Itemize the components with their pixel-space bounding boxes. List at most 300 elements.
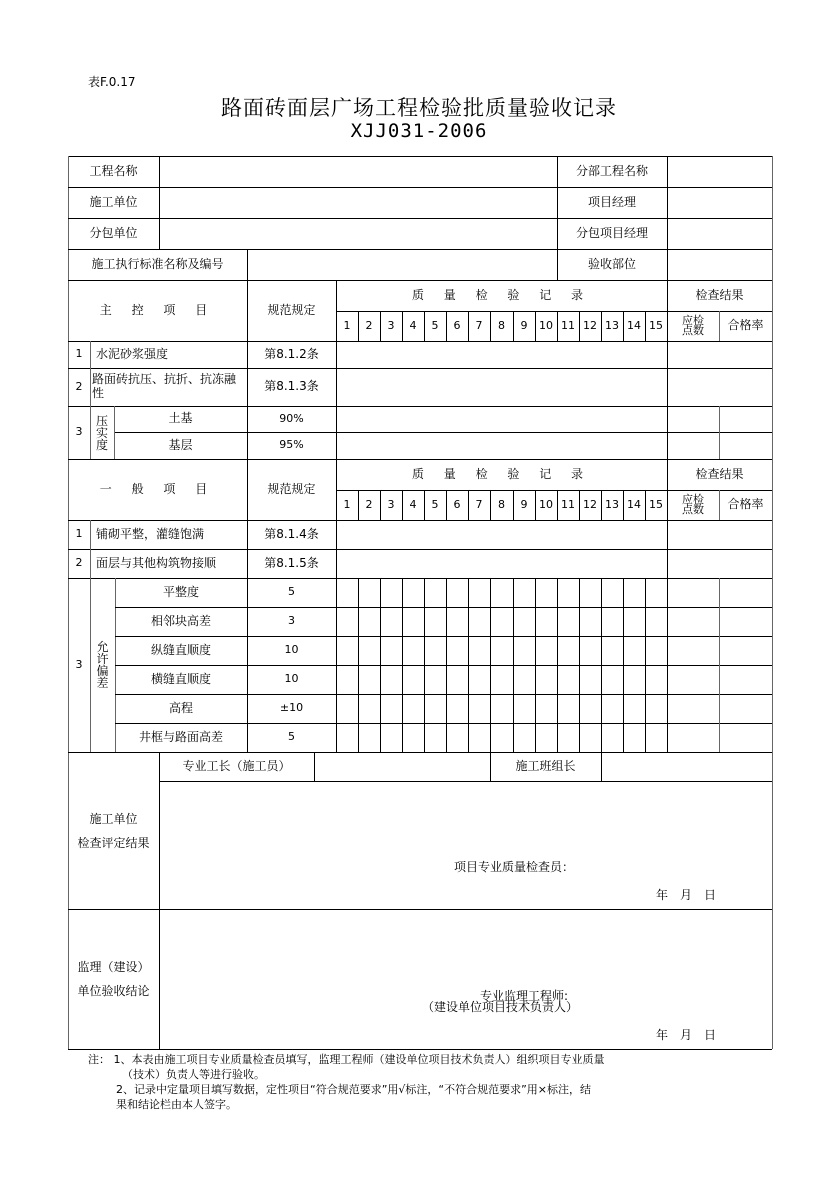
grid-line	[468, 311, 469, 341]
result-field[interactable]	[667, 520, 772, 549]
supervisor-check-label	[68, 909, 159, 1049]
contractor-field[interactable]	[159, 187, 557, 218]
sub-item-name: 基层	[168, 437, 193, 452]
record-column-number: 1	[343, 497, 351, 511]
should-check-header: 应检点数	[682, 493, 704, 516]
grid-line	[68, 909, 772, 910]
note-line-1: 注： 1、本表由施工项目专业质量检查员填写，监理工程师（建设单位项目技术负责人）组织项目专业质量	[88, 1053, 605, 1066]
measurement-cell[interactable]	[424, 636, 446, 665]
record-column-number: 2	[365, 497, 373, 511]
grid-line	[623, 490, 624, 520]
sub-item-spec: 95%	[279, 438, 304, 452]
measurement-cell[interactable]	[557, 636, 579, 665]
record-column-number: 15	[649, 318, 663, 332]
measurement-cell[interactable]	[468, 665, 490, 694]
measurement-cell[interactable]	[645, 665, 667, 694]
measurement-cell[interactable]	[380, 665, 402, 694]
measurement-cell[interactable]	[579, 607, 601, 636]
measurement-cell[interactable]	[513, 607, 535, 636]
foreman-field[interactable]	[314, 752, 490, 781]
sub-item-spec: 5	[288, 730, 295, 744]
measurement-cell[interactable]	[557, 694, 579, 723]
record-column-number: 11	[561, 318, 575, 332]
subcontractor-field[interactable]	[159, 218, 557, 249]
measurement-cell[interactable]	[468, 723, 490, 752]
spec-header: 规范规定	[267, 302, 316, 317]
item-number: 3	[75, 425, 83, 439]
grid-line	[402, 490, 403, 520]
team-leader-field[interactable]	[601, 752, 772, 781]
general-header: 一 般 项 目	[99, 481, 216, 496]
record-column-number: 11	[561, 497, 575, 511]
measurement-cell[interactable]	[468, 607, 490, 636]
contractor-check-label-line1: 施工单位	[89, 811, 138, 826]
measurement-cell[interactable]	[358, 636, 380, 665]
grid-line	[402, 311, 403, 341]
measurement-cell[interactable]	[623, 665, 645, 694]
main-control-header: 主 控 项 目	[99, 302, 216, 317]
measurement-cell[interactable]	[490, 578, 513, 607]
grid-line	[247, 459, 248, 752]
measurement-cell[interactable]	[513, 665, 535, 694]
grid-line	[424, 311, 425, 341]
item-name: 面层与其他构筑物接顺	[96, 555, 217, 570]
acceptance-part-field[interactable]	[667, 249, 772, 280]
contractor-date: 年 月 日	[656, 888, 717, 902]
measurement-cell[interactable]	[336, 636, 358, 665]
grid-line	[645, 578, 646, 752]
grid-line	[513, 311, 514, 341]
grid-line	[358, 490, 359, 520]
foreman-label: 专业工长（施工员）	[182, 758, 291, 773]
notes	[88, 1052, 688, 1112]
grid-line	[446, 311, 447, 341]
measurement-cell[interactable]	[358, 607, 380, 636]
should-check-header: 应检点数	[682, 314, 704, 337]
measurement-cell[interactable]	[490, 723, 513, 752]
sub-project-manager-label: 分包项目经理	[575, 225, 648, 240]
measurement-cell[interactable]	[336, 607, 358, 636]
grid-line	[719, 406, 720, 459]
measurement-cell[interactable]	[446, 723, 468, 752]
measurement-cell[interactable]	[601, 607, 623, 636]
grid-line	[68, 406, 772, 407]
measurement-cell[interactable]	[579, 665, 601, 694]
grid-line	[114, 432, 336, 433]
measurement-cell[interactable]	[557, 723, 579, 752]
measurement-cell[interactable]	[446, 636, 468, 665]
sub-item-spec: 10	[284, 672, 299, 686]
record-column-number: 7	[475, 318, 483, 332]
grid-line	[601, 311, 602, 341]
measurement-cell[interactable]	[424, 607, 446, 636]
grid-line	[424, 490, 425, 520]
item-number: 2	[75, 556, 83, 570]
measurement-cell[interactable]	[601, 694, 623, 723]
measurement-cell[interactable]	[380, 694, 402, 723]
record-column-number: 4	[409, 318, 417, 332]
item-spec: 第8.1.2条	[264, 346, 319, 361]
measurement-cell[interactable]	[535, 723, 557, 752]
grid-line	[446, 578, 447, 752]
record-column-number: 3	[387, 497, 395, 511]
measurement-cell[interactable]	[490, 665, 513, 694]
measurement-cell[interactable]	[402, 694, 424, 723]
measurement-cell[interactable]	[579, 636, 601, 665]
record-column-number: 13	[605, 497, 619, 511]
measurement-cell[interactable]	[623, 694, 645, 723]
item-number: 1	[75, 527, 83, 541]
measurement-cell[interactable]	[336, 723, 358, 752]
measurement-cell[interactable]	[623, 723, 645, 752]
grid-line	[336, 432, 772, 433]
grid-line	[159, 752, 160, 1049]
note-line-3: 2、记录中定量项目填写数据，定性项目“符合规范要求”用√标注，“不符合规范要求”用×标注，结	[116, 1083, 592, 1096]
inspector-label: 项目专业质量检查员：	[454, 860, 575, 874]
record-column-number: 14	[627, 497, 641, 511]
grid-line	[557, 490, 558, 520]
grid-line	[490, 578, 491, 752]
grid-line	[490, 311, 491, 341]
result-header: 检查结果	[695, 287, 744, 302]
result-field[interactable]	[667, 341, 772, 368]
should-check-field[interactable]	[667, 665, 719, 694]
grid-line	[667, 459, 668, 752]
measurement-cell[interactable]	[424, 723, 446, 752]
grid-line	[513, 578, 514, 752]
grid-line	[557, 578, 558, 752]
grid-line	[68, 156, 69, 1049]
measurement-cell[interactable]	[645, 607, 667, 636]
grid-line	[535, 311, 536, 341]
grid-line	[535, 578, 536, 752]
measurement-cell[interactable]	[601, 578, 623, 607]
record-column-number: 8	[498, 318, 505, 332]
grid-line	[159, 156, 160, 249]
measurement-cell[interactable]	[601, 636, 623, 665]
pass-rate-field[interactable]	[719, 636, 772, 665]
record-column-number: 8	[498, 497, 505, 511]
should-check-field[interactable]	[667, 578, 719, 607]
record-column-number: 12	[583, 318, 597, 332]
measurement-cell[interactable]	[513, 694, 535, 723]
project-name-label: 工程名称	[89, 163, 138, 178]
measurement-cell[interactable]	[557, 665, 579, 694]
pass-rate-field[interactable]	[719, 723, 772, 752]
pass-rate-header: 合格率	[727, 497, 764, 512]
grid-line	[424, 578, 425, 752]
grid-line	[336, 459, 337, 752]
grid-line	[667, 156, 668, 280]
sub-project-label: 分部工程名称	[575, 163, 648, 178]
grid-line	[68, 1049, 772, 1050]
grid-line	[623, 311, 624, 341]
record-column-number: 10	[539, 497, 553, 511]
grid-line	[380, 490, 381, 520]
grid-line	[402, 578, 403, 752]
record-column-number: 6	[453, 497, 461, 511]
client-tech-lead-label: （建设单位项目技术负责人）	[422, 1000, 579, 1014]
grid-line	[90, 341, 91, 459]
measurement-cell[interactable]	[358, 723, 380, 752]
spec-header: 规范规定	[267, 481, 316, 496]
item-name: 铺砌平整，灌缝饱满	[96, 526, 205, 541]
grid-line	[601, 752, 602, 781]
grid-line	[579, 311, 580, 341]
grid-line	[557, 311, 558, 341]
grid-line	[68, 368, 772, 369]
grid-line	[115, 694, 772, 695]
grid-line	[579, 578, 580, 752]
grid-line	[490, 490, 491, 520]
sub-item-name: 井框与路面高差	[138, 729, 223, 744]
grid-line	[468, 578, 469, 752]
grid-line	[719, 578, 720, 752]
sub-item-name: 横缝直顺度	[150, 671, 211, 686]
grid-line	[68, 549, 772, 550]
measurement-cell[interactable]	[557, 607, 579, 636]
measurement-cell[interactable]	[557, 578, 579, 607]
supervisor-check-label-line2: 单位验收结论	[77, 984, 150, 998]
measurement-cell[interactable]	[490, 607, 513, 636]
measurement-cell[interactable]	[535, 607, 557, 636]
supervisor-date: 年 月 日	[656, 1028, 717, 1042]
pass-rate-field[interactable]	[719, 607, 772, 636]
grid-line	[68, 578, 772, 579]
record-header: 质 量 检 验 记 录	[411, 287, 592, 302]
measurement-cell[interactable]	[424, 578, 446, 607]
measurement-cell[interactable]	[645, 636, 667, 665]
sub-item-spec: ±10	[279, 701, 304, 715]
measurement-cell[interactable]	[579, 723, 601, 752]
contractor-check-label-line2: 检查评定结果	[77, 835, 150, 850]
record-field[interactable]	[336, 549, 667, 578]
should-check-field[interactable]	[667, 636, 719, 665]
project-manager-field[interactable]	[667, 187, 772, 218]
grid-line	[380, 578, 381, 752]
record-column-number: 9	[520, 318, 528, 332]
measurement-cell[interactable]	[579, 578, 601, 607]
group-label: 允许偏差	[96, 640, 109, 690]
measurement-cell[interactable]	[424, 694, 446, 723]
measurement-cell[interactable]	[358, 694, 380, 723]
pass-rate-field[interactable]	[719, 665, 772, 694]
record-column-number: 7	[475, 497, 483, 511]
grid-line	[490, 752, 491, 781]
measurement-cell[interactable]	[402, 636, 424, 665]
sub-item-name: 纵缝直顺度	[150, 642, 211, 657]
result-field[interactable]	[667, 368, 772, 406]
grid-line	[623, 578, 624, 752]
result-header: 检查结果	[695, 466, 744, 481]
record-field[interactable]	[336, 520, 667, 549]
measurement-cell[interactable]	[402, 665, 424, 694]
grid-line	[247, 249, 248, 280]
pass-rate-field[interactable]	[719, 578, 772, 607]
record-header: 质 量 检 验 记 录	[411, 466, 592, 481]
measurement-cell[interactable]	[336, 665, 358, 694]
sub-item-spec: 5	[288, 585, 295, 599]
measurement-cell[interactable]	[623, 578, 645, 607]
sub-item-name: 平整度	[162, 584, 199, 599]
measurement-cell[interactable]	[513, 636, 535, 665]
note-line-2: （技术）负责人等进行验收。	[122, 1068, 265, 1081]
record-column-number: 9	[520, 497, 528, 511]
measurement-cell[interactable]	[336, 578, 358, 607]
item-number: 2	[75, 379, 83, 393]
item-number: 3	[75, 657, 83, 671]
measurement-cell[interactable]	[468, 636, 490, 665]
measurement-cell[interactable]	[490, 636, 513, 665]
grid-line	[719, 311, 720, 341]
grid-line	[513, 490, 514, 520]
measurement-cell[interactable]	[645, 694, 667, 723]
grid-line	[115, 665, 772, 666]
measurement-cell[interactable]	[380, 636, 402, 665]
measurement-cell[interactable]	[601, 665, 623, 694]
grid-line	[380, 311, 381, 341]
record-column-number: 2	[365, 318, 373, 332]
sub-item-name: 相邻块高差	[150, 613, 211, 628]
record-column-number: 12	[583, 497, 597, 511]
standard-field[interactable]	[247, 249, 557, 280]
measurement-cell[interactable]	[402, 607, 424, 636]
sub-item-spec: 90%	[279, 411, 304, 425]
sub-project-field[interactable]	[667, 156, 772, 187]
standard-label: 施工执行标准名称及编号	[91, 256, 224, 271]
measurement-cell[interactable]	[468, 578, 490, 607]
grid-line	[601, 490, 602, 520]
contractor-check-label	[68, 752, 159, 909]
record-field[interactable]	[336, 368, 667, 406]
record-column-number: 5	[431, 497, 439, 511]
pass-rate-header: 合格率	[727, 318, 764, 333]
sub-project-manager-field[interactable]	[667, 218, 772, 249]
grid-line	[115, 636, 772, 637]
measurement-cell[interactable]	[601, 723, 623, 752]
measurement-cell[interactable]	[535, 694, 557, 723]
grid-line	[535, 490, 536, 520]
measurement-cell[interactable]	[645, 723, 667, 752]
record-column-number: 14	[627, 318, 641, 332]
contractor-label: 施工单位	[89, 194, 138, 209]
grid-line	[159, 781, 772, 782]
sub-item-name: 高程	[168, 700, 193, 715]
measurement-cell[interactable]	[446, 694, 468, 723]
item-spec: 第8.1.5条	[264, 555, 319, 570]
record-column-number: 3	[387, 318, 395, 332]
measurement-cell[interactable]	[468, 694, 490, 723]
supervisor-engineer-label: 专业监理工程师:	[480, 989, 569, 1003]
measurement-cell[interactable]	[579, 694, 601, 723]
sub-item-spec: 10	[284, 643, 299, 657]
measurement-cell[interactable]	[535, 636, 557, 665]
grid-line	[645, 311, 646, 341]
note-line-4: 果和结论栏由本人签字。	[116, 1098, 237, 1111]
measurement-cell[interactable]	[645, 578, 667, 607]
pass-rate-field[interactable]	[719, 694, 772, 723]
item-spec: 第8.1.3条	[264, 379, 319, 394]
acceptance-part-label: 验收部位	[587, 256, 636, 271]
form-code: 表F.0.17	[88, 75, 136, 89]
grid-line	[115, 607, 772, 608]
group-label: 压实度	[95, 413, 108, 452]
measurement-cell[interactable]	[623, 607, 645, 636]
measurement-cell[interactable]	[380, 723, 402, 752]
grid-line	[601, 578, 602, 752]
record-column-number: 1	[343, 318, 351, 332]
should-check-field[interactable]	[667, 607, 719, 636]
should-check-field[interactable]	[667, 723, 719, 752]
record-field[interactable]	[336, 341, 667, 368]
record-column-number: 10	[539, 318, 553, 332]
grid-line	[358, 578, 359, 752]
grid-line	[114, 406, 115, 459]
measurement-cell[interactable]	[358, 578, 380, 607]
sub-item-name: 土基	[168, 411, 193, 426]
measurement-cell[interactable]	[424, 665, 446, 694]
item-name: 水泥砂浆强度	[96, 346, 169, 361]
grid-line	[358, 311, 359, 341]
record-column-number: 6	[453, 318, 461, 332]
measurement-cell[interactable]	[358, 665, 380, 694]
subcontractor-label: 分包单位	[89, 225, 138, 240]
grid-line	[90, 520, 91, 752]
measurement-cell[interactable]	[513, 578, 535, 607]
measurement-cell[interactable]	[446, 607, 468, 636]
standard-code: XJJ031-2006	[350, 120, 488, 142]
measurement-cell[interactable]	[336, 694, 358, 723]
should-check-field[interactable]	[667, 694, 719, 723]
measurement-cell[interactable]	[535, 578, 557, 607]
measurement-cell[interactable]	[380, 578, 402, 607]
team-leader-label: 施工班组长	[515, 758, 576, 773]
grid-line	[772, 156, 773, 1049]
page-title: 路面砖面层广场工程检验批质量验收记录	[221, 96, 617, 120]
grid-line	[557, 156, 558, 280]
sub-item-spec: 3	[288, 614, 295, 628]
record-column-number: 15	[649, 497, 663, 511]
grid-line	[645, 490, 646, 520]
measurement-cell[interactable]	[446, 665, 468, 694]
grid-line	[115, 723, 772, 724]
measurement-cell[interactable]	[535, 665, 557, 694]
grid-line	[446, 490, 447, 520]
measurement-cell[interactable]	[402, 723, 424, 752]
measurement-cell[interactable]	[513, 723, 535, 752]
grid-line	[68, 752, 772, 753]
grid-line	[314, 752, 315, 781]
record-column-number: 5	[431, 318, 439, 332]
item-spec: 第8.1.4条	[264, 526, 319, 541]
measurement-cell[interactable]	[490, 694, 513, 723]
measurement-cell[interactable]	[380, 607, 402, 636]
measurement-cell[interactable]	[623, 636, 645, 665]
supervisor-check-label-line1: 监理（建设）	[77, 960, 150, 974]
result-field[interactable]	[667, 549, 772, 578]
record-column-number: 4	[409, 497, 417, 511]
measurement-cell[interactable]	[402, 578, 424, 607]
grid-line	[719, 490, 720, 520]
grid-line	[468, 490, 469, 520]
item-number: 1	[75, 347, 83, 361]
measurement-cell[interactable]	[446, 578, 468, 607]
record-column-number: 13	[605, 318, 619, 332]
project-manager-label: 项目经理	[587, 194, 636, 209]
item-name: 路面砖抗压、抗折、抗冻融性	[92, 372, 237, 400]
grid-line	[579, 490, 580, 520]
project-name-field[interactable]	[159, 156, 557, 187]
